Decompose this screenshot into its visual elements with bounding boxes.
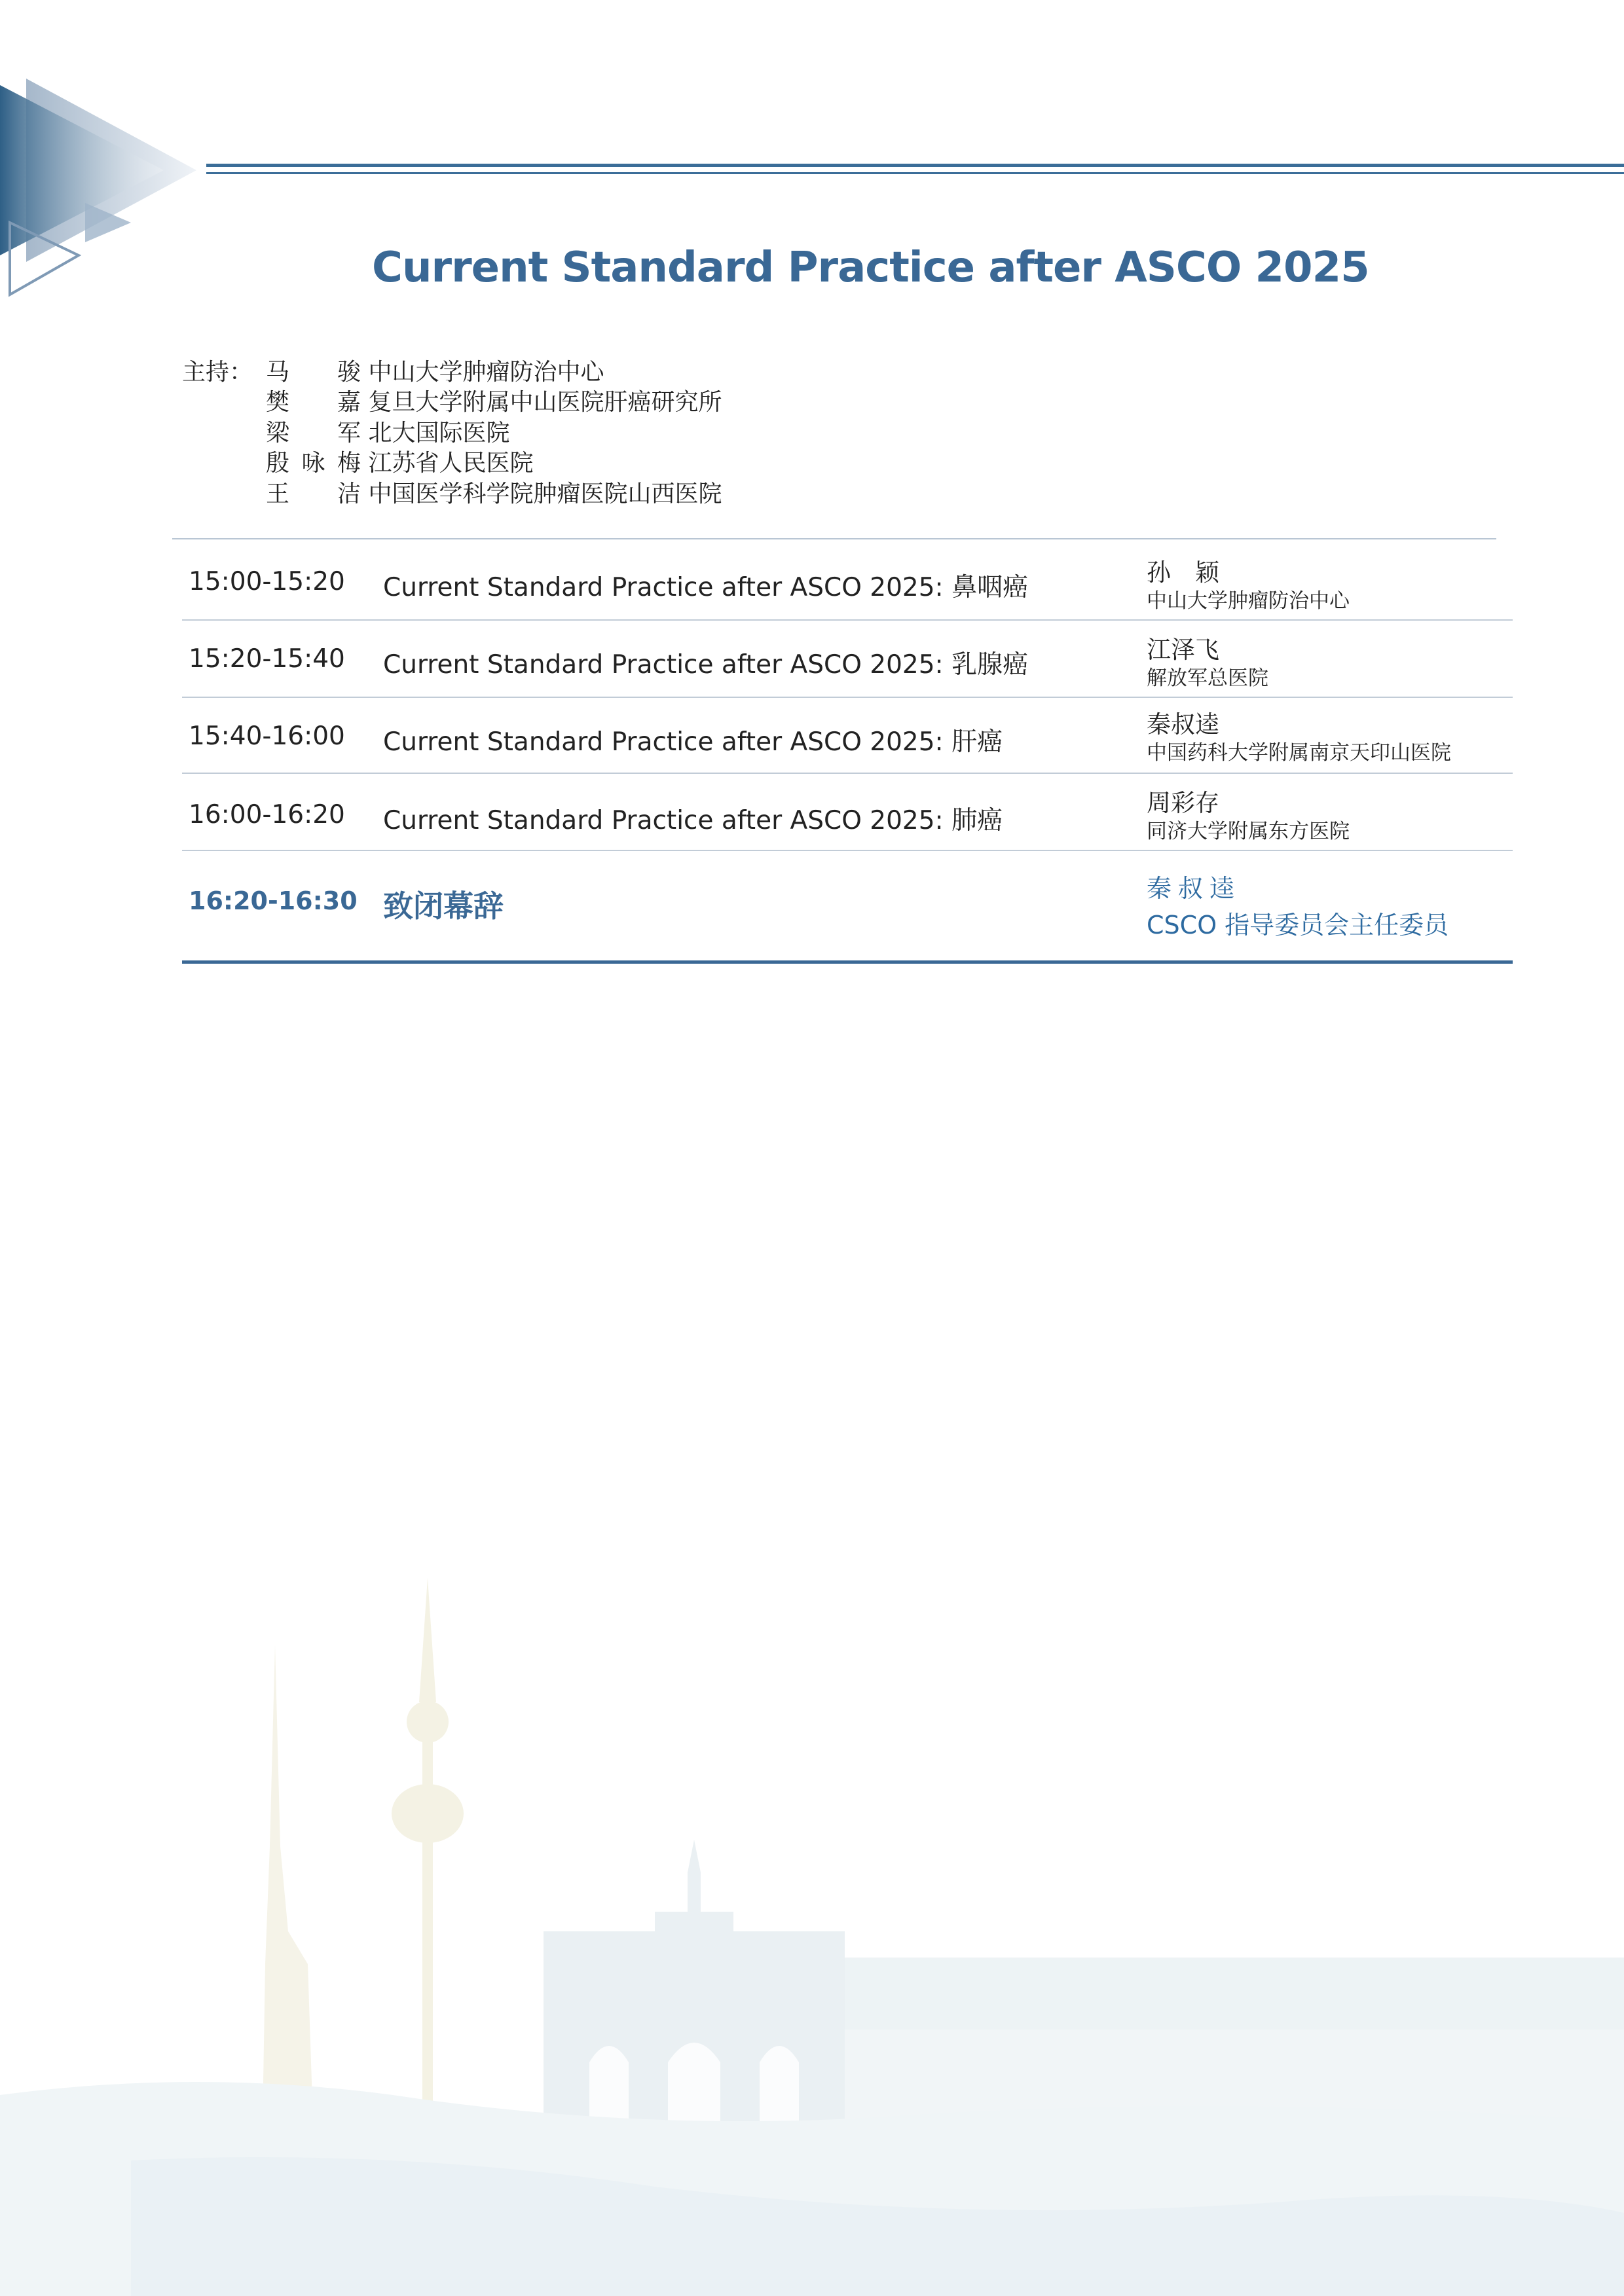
table-bottom-rule (182, 960, 1513, 964)
hosts-label: 主持： (182, 359, 253, 386)
session-topic: Current Standard Practice after ASCO 2025: 鼻咽癌 (383, 573, 1029, 602)
host-row (266, 357, 604, 388)
speaker-affiliation: 中山大学肿瘤防治中心 (1147, 589, 1350, 613)
speaker-name: 孙 颖 (1147, 558, 1219, 587)
session-time: 15:40-16:00 (189, 721, 345, 751)
host-name: 殷咏梅 (266, 450, 361, 477)
host-name: 樊 嘉 (266, 389, 361, 416)
session-topic: Current Standard Practice after ASCO 2025: 乳腺癌 (383, 650, 1029, 680)
host-org: 中国医学科学院肿瘤医院山西医院 (368, 481, 722, 507)
host-row (266, 448, 533, 479)
speaker-affiliation: 解放军总医院 (1147, 666, 1268, 690)
closing-time: 16:20-16:30 (189, 886, 358, 915)
page-title: Current Standard Practice after ASCO 2025 (372, 244, 1369, 292)
session-topic: Current Standard Practice after ASCO 2025: 肝癌 (383, 727, 1003, 757)
host-org: 复旦大学附属中山医院肝癌研究所 (368, 389, 722, 416)
session-time: 15:20-15:40 (189, 644, 345, 674)
header-rule (206, 164, 1624, 178)
host-name: 王 洁 (266, 481, 361, 507)
session-topic: Current Standard Practice after ASCO 2025: 肺癌 (383, 806, 1003, 835)
corner-triangle-decoration (0, 72, 210, 308)
closing-speaker: 秦叔逵 (1147, 874, 1242, 903)
host-org: 中山大学肿瘤防治中心 (368, 359, 604, 386)
speaker-name: 周彩存 (1147, 789, 1219, 817)
schedule-row (182, 774, 1513, 851)
host-name: 梁 军 (266, 420, 361, 446)
speaker-affiliation: 中国药科大学附属南京天印山医院 (1147, 741, 1451, 765)
city-skyline-watermark (0, 1506, 1624, 2296)
session-time: 16:00-16:20 (189, 800, 345, 829)
schedule-row (182, 539, 1513, 621)
closing-affiliation: CSCO 指导委员会主任委员 (1147, 911, 1449, 939)
speaker-affiliation: 同济大学附属东方医院 (1147, 820, 1350, 843)
host-row (266, 388, 722, 418)
speaker-name: 江泽飞 (1147, 636, 1219, 664)
host-org: 北大国际医院 (368, 420, 510, 446)
host-org: 江苏省人民医院 (368, 450, 534, 477)
closing-row (182, 851, 1513, 964)
schedule-row (182, 621, 1513, 698)
host-row (266, 479, 722, 510)
host-name: 马 骏 (266, 359, 361, 386)
speaker-name: 秦叔逵 (1147, 710, 1219, 738)
closing-topic: 致闭幕辞 (383, 888, 504, 924)
host-row (266, 418, 509, 449)
session-time: 15:00-15:20 (189, 567, 345, 596)
schedule-row (182, 698, 1513, 774)
